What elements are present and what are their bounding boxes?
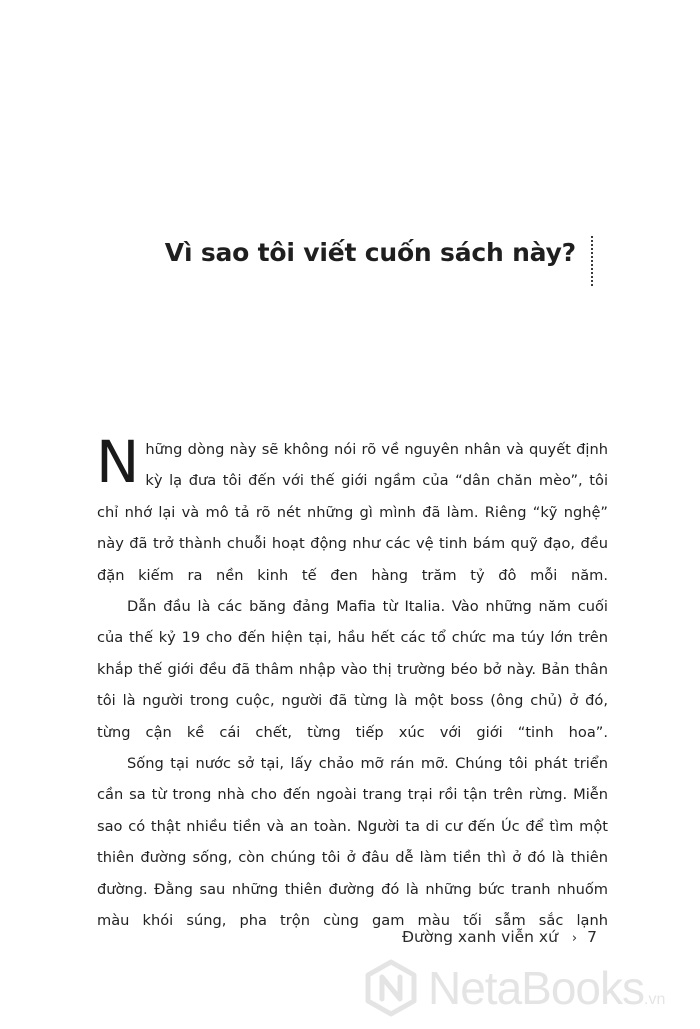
running-book-title: Đường xanh viễn xứ [402,928,558,946]
page-number: 7 [587,928,597,946]
drop-cap: N [96,428,140,496]
paragraph-3: Sống tại nước sở tại, lấy chảo mỡ rán mỡ. Chúng tôi phát triển cần sa từ trong nhà cho đến ngoài trang trại rồi tận trên rừng. Miễn sao có thật nhiều tiền và an toàn. Người ta di cư đến Úc để tìm một thiên đường sống, còn chúng tôi ở đâu dễ làm tiền thì ở đó là thiên đường. Đằng sau những thiên đường đó là những bức tranh nhuốm màu khói súng, pha trộn cùng gam màu tối sẫm sắc lạnh [97,755,608,930]
paragraph-1-text: hững dòng này sẽ không nói rõ về nguyên nhân và quyết định kỳ lạ đưa tôi đến với thế giới ngầm của “dân chăn mèo”, tôi chỉ nhớ lại và mô tả rõ nét những gì mình đã làm. Riêng “kỹ nghệ” này đã trở thành chuỗi hoạt động như các vệ tinh bám quỹ đạo, đều đặn kiếm ra nền kinh tế đen hàng trăm tỷ đô mỗi năm. [97,441,608,584]
title-dotted-rule [591,236,593,286]
watermark-suffix: .vn [644,991,666,1008]
netabooks-watermark [362,957,692,1019]
watermark-text: NetaBooks.vn [428,962,666,1014]
paragraph-2: Dẫn đầu là các băng đảng Mafia từ Italia. Vào những năm cuối của thế kỷ 19 cho đến hiện tại, hầu hết các tổ chức ma túy lớn trên khắp thế giới đều đã thâm nhập vào thị trường béo bở này. Bản thân tôi là người trong cuộc, người đã từng là một boss (ông chủ) ở đó, từng cận kề cái chết, từng tiếp xúc với giới “tinh hoa”. [97,598,608,741]
footer-separator: › [571,931,578,946]
paragraph-1 [96,428,608,591]
netabooks-logo-icon [362,959,420,1017]
page-footer [402,928,597,946]
chapter-title: Vì sao tôi viết cuốn sách này? [164,238,576,267]
body-text [96,428,608,937]
